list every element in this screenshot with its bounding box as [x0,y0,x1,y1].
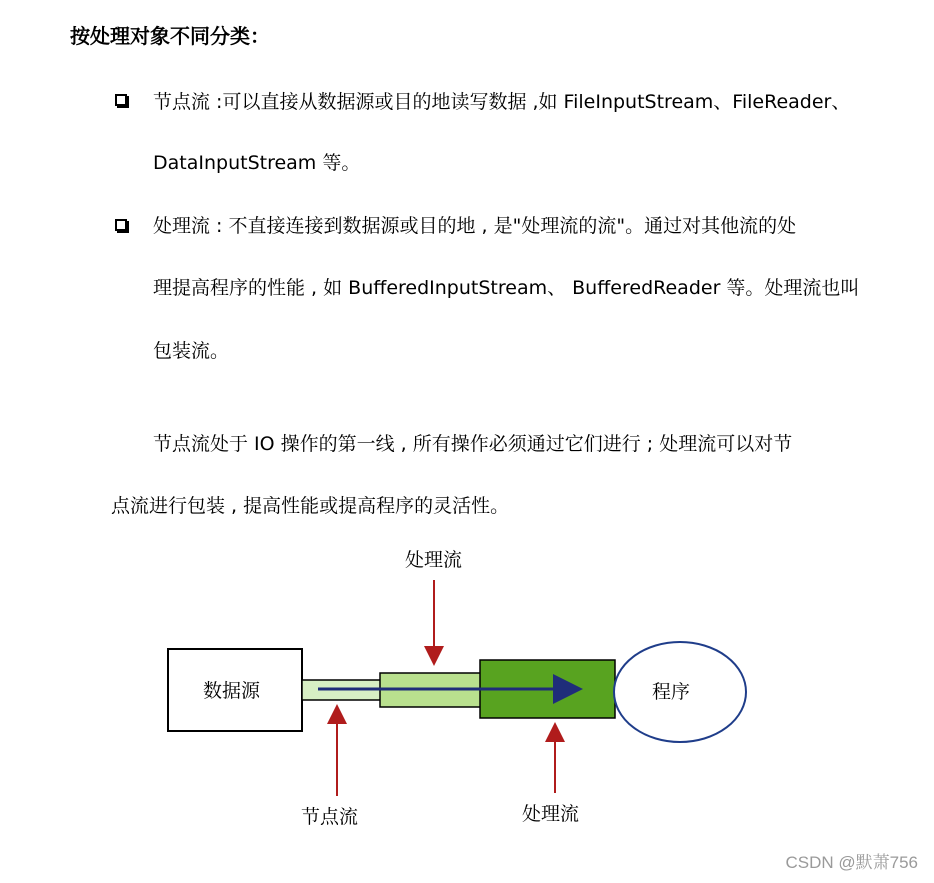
section-heading: 按处理对象不同分类： [70,24,270,48]
node-stream-label: 节点流 [301,806,359,828]
bullet-1-line-1: 节点流 :可以直接从数据源或目的地读写数据 ,如 FileInputStream、FileReader、 [153,91,851,113]
paragraph-line-2: 点流进行包装 , 提高性能或提高程序的灵活性。 [111,495,510,517]
top-processing-label: 处理流 [405,549,463,571]
data-source-label: 数据源 [203,680,261,702]
bottom-processing-label: 处理流 [522,803,580,825]
bullet-2-line-2: 理提高程序的性能 , 如 BufferedInputStream、 BufferedReader 等。处理流也叫 [153,277,860,299]
paragraph-line-1: 节点流处于 IO 操作的第一线 , 所有操作必须通过它们进行 ; 处理流可以对节 [153,433,793,455]
bullet-2-line-1: 处理流 : 不直接连接到数据源或目的地 , 是"处理流的流"。通过对其他流的处 [153,215,797,237]
program-label: 程序 [652,681,691,703]
bullet-1-line-2: DataInputStream 等。 [153,152,361,174]
watermark: CSDN @默萧756 [785,853,918,872]
bullet-2-line-3: 包装流。 [153,340,230,362]
